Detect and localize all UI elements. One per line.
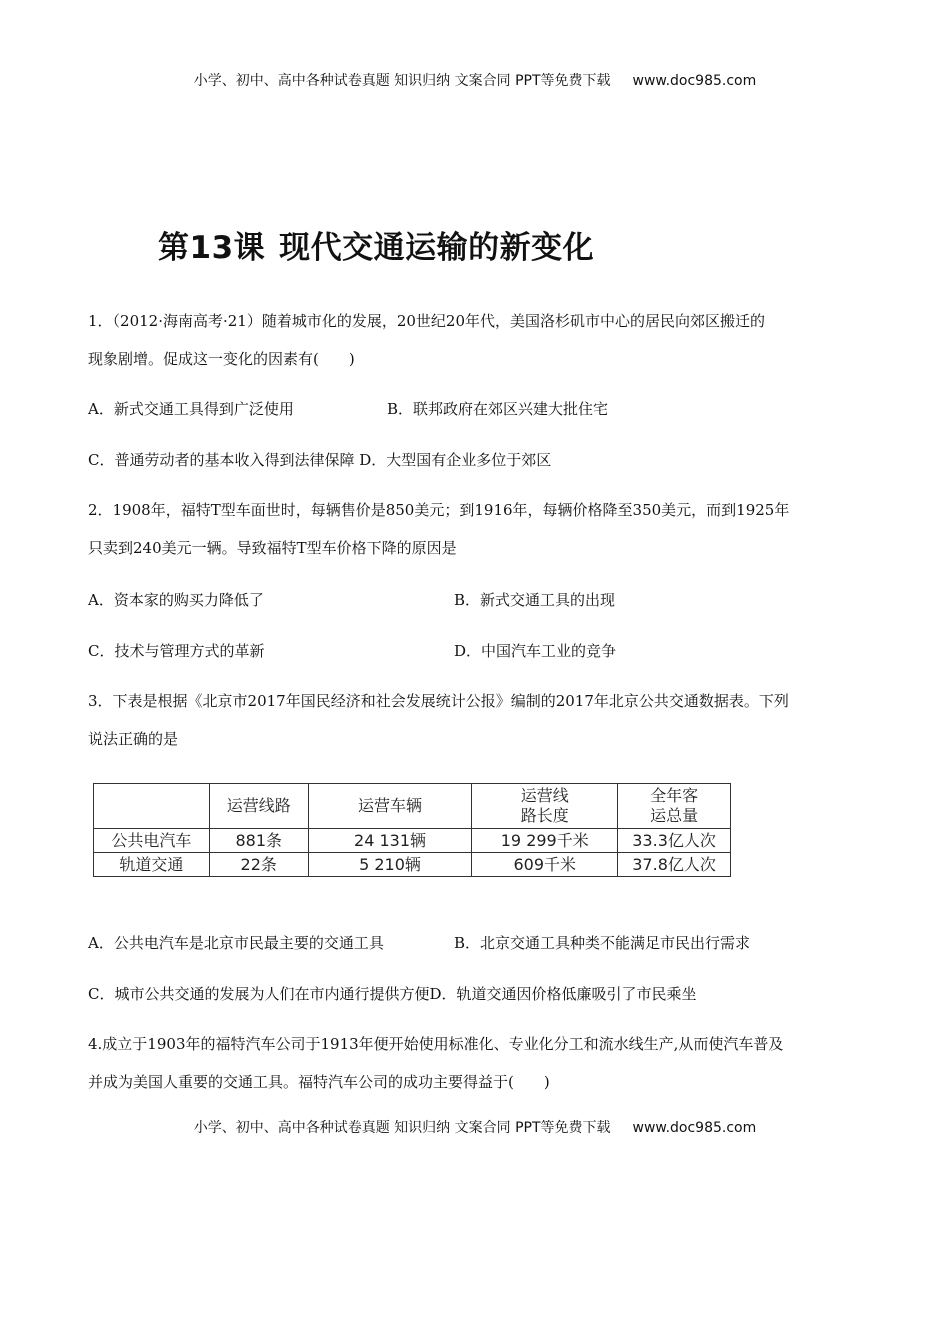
lesson-number: 第13课 bbox=[158, 230, 266, 266]
beijing-transit-table bbox=[93, 783, 731, 877]
footer-site-link[interactable]: www.doc985.com bbox=[632, 1120, 757, 1136]
table-row bbox=[94, 853, 731, 877]
header-text: 小学、初中、高中各种试卷真题 知识归纳 文案合同 PPT等免费下载 bbox=[193, 73, 611, 89]
table-cell: 881条 bbox=[209, 829, 308, 853]
question-3 bbox=[88, 682, 868, 758]
question-2-option-d: D．中国汽车工业的竞争 bbox=[454, 642, 617, 660]
table-header-cell: 运营线路 bbox=[209, 784, 308, 829]
table-cell: 轨道交通 bbox=[94, 853, 210, 877]
question-4-line-2: 并成为美国人重要的交通工具。福特汽车公司的成功主要得益于( ) bbox=[88, 1073, 550, 1091]
table-header-cell: 运营车辆 bbox=[308, 784, 472, 829]
table-header-cell: 全年客 运总量 bbox=[618, 784, 731, 829]
table-cell: 609千米 bbox=[472, 853, 618, 877]
footer-text: 小学、初中、高中各种试卷真题 知识归纳 文案合同 PPT等免费下载 bbox=[193, 1120, 611, 1136]
table-cell: 19 299千米 bbox=[472, 829, 618, 853]
table-header-row bbox=[94, 784, 731, 829]
page-footer bbox=[0, 1117, 950, 1137]
lesson-name: 现代交通运输的新变化 bbox=[279, 230, 595, 266]
question-3-option-b: B．北京交通工具种类不能满足市民出行需求 bbox=[454, 934, 751, 952]
lesson-title bbox=[158, 222, 594, 267]
question-2-line-2: 只卖到240美元一辆。导致福特T型车价格下降的原因是 bbox=[88, 539, 457, 557]
question-2-option-a: A．资本家的购买力降低了 bbox=[88, 591, 264, 609]
table-cell: 24 131辆 bbox=[308, 829, 472, 853]
question-4-line-1: 4.成立于1903年的福特汽车公司于1913年便开始使用标准化、专业化分工和流水线生产,从而使汽车普及 bbox=[88, 1035, 784, 1053]
table-cell: 37.8亿人次 bbox=[618, 853, 731, 877]
question-2 bbox=[88, 491, 868, 567]
question-1-line-2: 现象剧增。促成这一变化的因素有( ) bbox=[88, 350, 355, 368]
table-cell: 公共电汽车 bbox=[94, 829, 210, 853]
header-site-link[interactable]: www.doc985.com bbox=[632, 73, 757, 89]
question-3-option-cd: C．城市公共交通的发展为人们在市内通行提供方便D．轨道交通因价格低廉吸引了市民乘坐 bbox=[88, 985, 697, 1003]
table-cell: 22条 bbox=[209, 853, 308, 877]
question-1 bbox=[88, 302, 868, 378]
table-row bbox=[94, 829, 731, 853]
question-1-option-b: B．联邦政府在郊区兴建大批住宅 bbox=[387, 400, 609, 418]
table-cell: 33.3亿人次 bbox=[618, 829, 731, 853]
question-2-option-b: B．新式交通工具的出现 bbox=[454, 591, 616, 609]
question-3-line-2: 说法正确的是 bbox=[88, 730, 179, 748]
page-header bbox=[0, 70, 950, 90]
question-4 bbox=[88, 1025, 868, 1101]
question-1-option-a: A．新式交通工具得到广泛使用 bbox=[88, 400, 294, 418]
table-header-cell bbox=[94, 784, 210, 829]
question-3-line-1: 3．下表是根据《北京市2017年国民经济和社会发展统计公报》编制的2017年北京公共交通数据表。下列 bbox=[88, 692, 789, 710]
table-cell: 5 210辆 bbox=[308, 853, 472, 877]
question-1-line-1: 1．（2012·海南高考·21）随着城市化的发展，20世纪20年代，美国洛杉矶市中心的居民向郊区搬迁的 bbox=[88, 312, 766, 330]
table-header-cell: 运营线 路长度 bbox=[472, 784, 618, 829]
question-2-line-1: 2．1908年，福特T型车面世时，每辆售价是850美元；到1916年，每辆价格降至350美元，而到1925年 bbox=[88, 501, 790, 519]
question-1-option-cd: C．普通劳动者的基本收入得到法律保障 D．大型国有企业多位于郊区 bbox=[88, 451, 552, 469]
question-3-option-a: A．公共电汽车是北京市民最主要的交通工具 bbox=[88, 934, 384, 952]
question-2-option-c: C．技术与管理方式的革新 bbox=[88, 642, 265, 660]
